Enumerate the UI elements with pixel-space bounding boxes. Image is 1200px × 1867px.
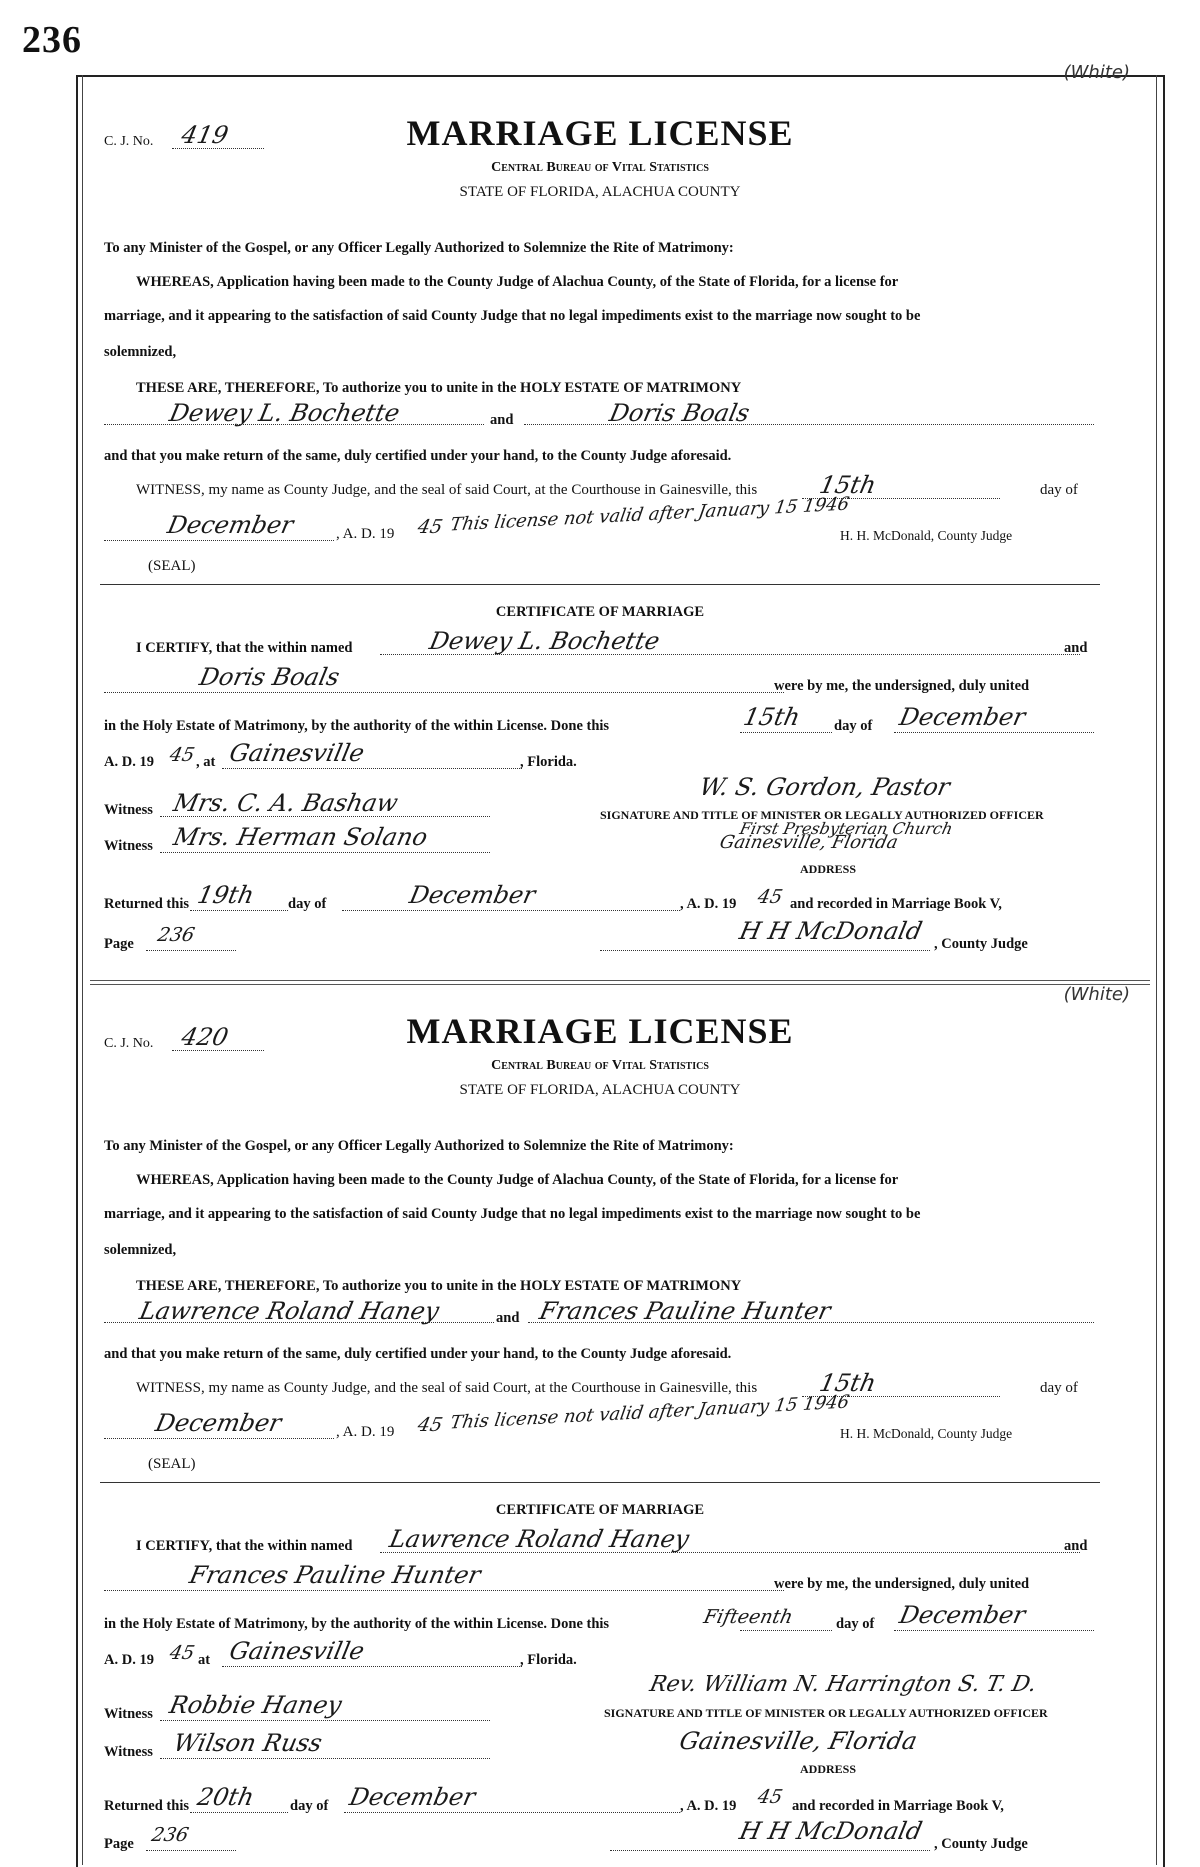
cert-bride-name: Frances Pauline Hunter — [187, 1561, 484, 1589]
returned-day: 20th — [195, 1783, 257, 1811]
whereas-line-1: WHEREAS, Application having been made to the County Judge of Alachua County, of the State of Florida, for a license for — [136, 274, 899, 290]
license-subtitle: Central Bureau of Vital Statistics — [491, 1058, 709, 1073]
page-value: 236 — [149, 1824, 191, 1846]
salutation: To any Minister of the Gospel, or any Officer Legally Authorized to Solemnize the Rite of Matrimony: — [104, 240, 734, 256]
judge-signature-2: H H McDonald — [737, 1817, 925, 1845]
certify-text: I CERTIFY, that the within named — [136, 640, 353, 656]
marriage-license-420 — [100, 976, 1130, 1866]
color-tag: (White) — [1063, 62, 1130, 83]
county-judge-label: , County Judge — [934, 1836, 1028, 1852]
witness-label-2: Witness — [104, 1744, 153, 1760]
done-day-of: day of — [834, 718, 873, 734]
done-day: Fifteenth — [701, 1606, 795, 1628]
florida-label: , Florida. — [520, 754, 577, 770]
officer-address-2: Gainesville, Florida — [677, 1727, 920, 1755]
returned-ad: , A. D. 19 — [680, 1798, 737, 1814]
returned-day: 19th — [195, 881, 257, 909]
witness-label-1: Witness — [104, 1706, 153, 1722]
returned-year: 45 — [755, 886, 785, 908]
authorize-line: THESE ARE, THEREFORE, To authorize you to unite in the HOLY ESTATE OF MATRIMONY — [136, 1278, 742, 1294]
marriage-place: Gainesville — [227, 1637, 367, 1665]
cj-number: 420 — [179, 1023, 231, 1051]
done-month: December — [897, 703, 1028, 731]
day-of-label: day of — [1040, 482, 1078, 498]
ad2-label: A. D. 19 — [104, 1652, 154, 1668]
witness-1-name: Mrs. C. A. Bashaw — [171, 789, 401, 817]
officer-signature: W. S. Gordon, Pastor — [697, 773, 953, 801]
witness-label-1: Witness — [104, 802, 153, 818]
ad-label: , A. D. 19 — [336, 526, 395, 542]
officer-label: SIGNATURE AND TITLE OF MINISTER OR LEGALLY AUTHORIZED OFFICER — [604, 1706, 1048, 1720]
license-state: STATE OF FLORIDA, ALACHUA COUNTY — [459, 1082, 741, 1098]
witness-2-name: Mrs. Herman Solano — [171, 823, 431, 851]
cert-and-label: and — [1064, 640, 1088, 656]
ad2-label: A. D. 19 — [104, 754, 154, 770]
were-by-me: were by me, the undersigned, duly united — [774, 678, 1030, 694]
cj-label: C. J. No. — [104, 1036, 154, 1051]
return-line: and that you make return of the same, duly certified under your hand, to the County Judge aforesaid. — [104, 1346, 732, 1362]
returned-day-of: day of — [290, 1798, 329, 1814]
whereas-line-2: marriage, and it appearing to the satisfaction of said County Judge that no legal impediments exist to the marriage now sought to be — [104, 308, 921, 324]
judge-signature-2: H H McDonald — [737, 917, 925, 945]
salutation: To any Minister of the Gospel, or any Officer Legally Authorized to Solemnize the Rite of Matrimony: — [104, 1138, 734, 1154]
recorded-text: and recorded in Marriage Book V, — [790, 896, 1002, 912]
license-subtitle: Central Bureau of Vital Statistics — [491, 160, 709, 175]
holy-estate-text: in the Holy Estate of Matrimony, by the authority of the within License. Done this — [104, 718, 610, 734]
returned-ad: , A. D. 19 — [680, 896, 737, 912]
marriage-license-419 — [100, 62, 1130, 968]
cert-bride-name: Doris Boals — [197, 663, 343, 691]
validity-note: This license not valid after January 15 1946 — [448, 1391, 851, 1434]
whereas-line-3: solemnized, — [104, 344, 177, 360]
license-year: 45 — [415, 516, 445, 538]
witness-day: 15th — [817, 471, 879, 499]
cert-groom-name: Dewey L. Bochette — [427, 627, 663, 655]
returned-label: Returned this — [104, 896, 189, 912]
return-line: and that you make return of the same, duly certified under your hand, to the County Judge aforesaid. — [104, 448, 732, 464]
at-label: at — [198, 1652, 211, 1668]
whereas-line-3: solemnized, — [104, 1242, 177, 1258]
ad-label: , A. D. 19 — [336, 1424, 395, 1440]
whereas-line-2: marriage, and it appearing to the satisfaction of said County Judge that no legal impediments exist to the marriage now sought to be — [104, 1206, 921, 1222]
were-by-me: were by me, the undersigned, duly united — [774, 1576, 1030, 1592]
witness-day: 15th — [817, 1369, 879, 1397]
page-label: Page — [104, 1836, 134, 1852]
returned-month: December — [407, 881, 538, 909]
section-divider — [100, 1482, 1100, 1483]
address-label: ADDRESS — [800, 862, 857, 876]
done-year: 45 — [167, 744, 197, 766]
witness-label-2: Witness — [104, 838, 153, 854]
license-state: STATE OF FLORIDA, ALACHUA COUNTY — [459, 184, 741, 200]
holy-estate-text: in the Holy Estate of Matrimony, by the authority of the within License. Done this — [104, 1616, 610, 1632]
at-label: , at — [196, 754, 216, 770]
authorize-line: THESE ARE, THEREFORE, To authorize you to unite in the HOLY ESTATE OF MATRIMONY — [136, 380, 742, 396]
witness-month: December — [165, 511, 296, 539]
returned-label: Returned this — [104, 1798, 189, 1814]
done-day: 15th — [741, 703, 803, 731]
color-tag: (White) — [1063, 984, 1130, 1005]
recorded-text: and recorded in Marriage Book V, — [792, 1798, 1004, 1814]
county-judge-label: , County Judge — [934, 936, 1028, 952]
judge-signature: H. H. McDonald, County Judge — [840, 1426, 1013, 1441]
bride-name: Frances Pauline Hunter — [537, 1297, 834, 1325]
witness-month: December — [153, 1409, 284, 1437]
groom-name: Dewey L. Bochette — [167, 399, 403, 427]
done-year: 45 — [167, 1642, 197, 1664]
florida-label: , Florida. — [520, 1652, 577, 1668]
witness-text: WITNESS, my name as County Judge, and the seal of said Court, at the Courthouse in Gainesville, this — [136, 482, 758, 498]
done-day-of: day of — [836, 1616, 875, 1632]
certificate-title: CERTIFICATE OF MARRIAGE — [495, 1502, 705, 1518]
cj-label: C. J. No. — [104, 134, 154, 149]
page-value: 236 — [155, 924, 197, 946]
witness-text: WITNESS, my name as County Judge, and the seal of said Court, at the Courthouse in Gainesville, this — [136, 1380, 758, 1396]
page-label: Page — [104, 936, 134, 952]
license-title: MARRIAGE LICENSE — [406, 1011, 794, 1051]
and-label: and — [490, 412, 514, 428]
officer-signature: Rev. William N. Harrington S. T. D. — [647, 1672, 1039, 1697]
officer-label: SIGNATURE AND TITLE OF MINISTER OR LEGALLY AUTHORIZED OFFICER — [600, 808, 1044, 822]
officer-address-2: Gainesville, Florida — [717, 832, 900, 853]
cert-and-label: and — [1064, 1538, 1088, 1554]
section-divider — [100, 584, 1100, 585]
returned-month: December — [347, 1783, 478, 1811]
done-month: December — [897, 1601, 1028, 1629]
returned-day-of: day of — [288, 896, 327, 912]
witness-1-name: Robbie Haney — [167, 1691, 345, 1719]
marriage-place: Gainesville — [227, 739, 367, 767]
groom-name: Lawrence Roland Haney — [137, 1297, 442, 1325]
certify-text: I CERTIFY, that the within named — [136, 1538, 353, 1554]
returned-year: 45 — [755, 1786, 785, 1808]
bride-name: Doris Boals — [607, 399, 753, 427]
seal-label: (SEAL) — [148, 558, 196, 574]
cj-number: 419 — [179, 121, 231, 149]
certificate-title: CERTIFICATE OF MARRIAGE — [495, 604, 705, 620]
seal-label: (SEAL) — [148, 1456, 196, 1472]
page-number: 236 — [22, 19, 82, 61]
witness-2-name: Wilson Russ — [171, 1729, 325, 1757]
license-year: 45 — [415, 1414, 445, 1436]
day-of-label: day of — [1040, 1380, 1078, 1396]
officer-address-1: First Presbyterian Church — [738, 819, 955, 838]
address-label: ADDRESS — [800, 1762, 857, 1776]
and-label: and — [496, 1310, 520, 1326]
license-title: MARRIAGE LICENSE — [406, 113, 794, 153]
cert-groom-name: Lawrence Roland Haney — [387, 1525, 692, 1553]
whereas-line-1: WHEREAS, Application having been made to the County Judge of Alachua County, of the State of Florida, for a license for — [136, 1172, 899, 1188]
judge-signature: H. H. McDonald, County Judge — [840, 528, 1013, 543]
validity-note: This license not valid after January 15 1946 — [448, 493, 851, 536]
